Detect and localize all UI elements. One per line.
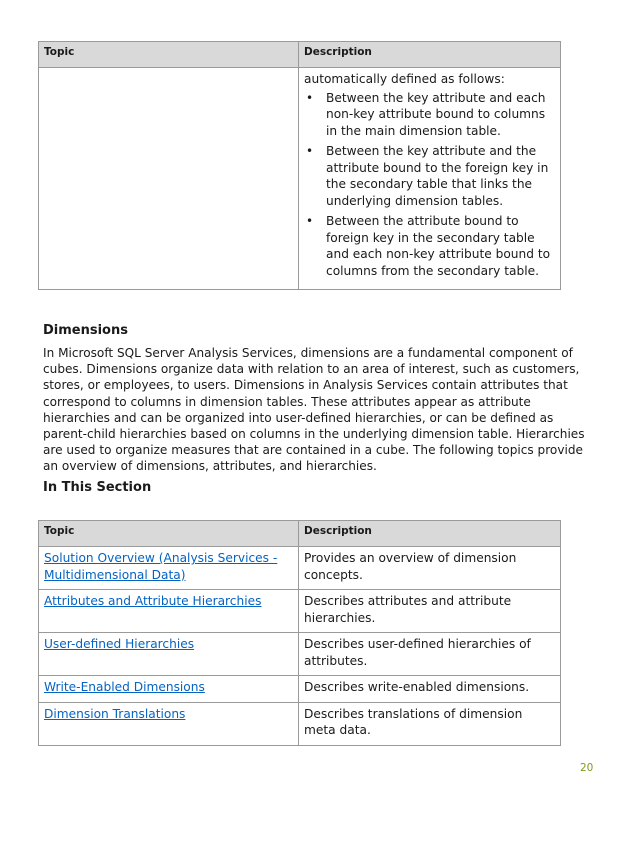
topic-cell	[39, 547, 299, 590]
topic-link-write-enabled-dimensions[interactable]: Write-Enabled Dimensions	[44, 680, 205, 694]
bullet-text: Between the key attribute and each non-key attribute bound to columns in the main dimension table.	[326, 90, 546, 138]
header-description: Description	[299, 42, 561, 68]
topic-link-solution-overview[interactable]: Solution Overview (Analysis Services - Multidimensional Data)	[44, 551, 278, 582]
table-row	[39, 590, 561, 633]
description-cell: Describes user-defined hierarchies of attributes.	[299, 633, 561, 676]
topic-link-attributes[interactable]: Attributes and Attribute Hierarchies	[44, 594, 262, 608]
topic-link-user-defined-hierarchies[interactable]: User-defined Hierarchies	[44, 637, 195, 651]
description-cell: Describes translations of dimension meta data.	[299, 702, 561, 745]
table-header-row	[39, 42, 561, 68]
topic-cell	[39, 702, 299, 745]
bullet-icon: •	[306, 144, 314, 158]
in-this-section-heading: In This Section	[43, 480, 152, 495]
table-row	[39, 68, 561, 290]
topics-table-continued	[38, 41, 561, 290]
list-item	[304, 213, 555, 279]
topic-link-dimension-translations[interactable]: Dimension Translations	[44, 706, 186, 721]
table-header-row	[39, 521, 561, 547]
bullet-text: Between the attribute bound to foreign key in the secondary table and each non-key attribute bound to columns from the secondary table.	[326, 214, 551, 278]
list-item	[304, 90, 555, 140]
bullet-text: Between the key attribute and the attribute bound to the foreign key in the secondary table that links the underlying dimension tables.	[326, 144, 549, 208]
dimensions-paragraph: In Microsoft SQL Server Analysis Services, dimensions are a fundamental component of cubes. Dimensions organize data with relation to an area of interest, such as customers, stores, or employees, to users. Dimensions in Analysis Services contain attributes that correspond to columns in dimension tables. These attributes appear as attribute hierarchies and can be organized into user-defined hierarchies, or can be defined as parent-child hierarchies based on columns in the underlying dimension table. Hierarchies are used to organize measures that are contained in a cube. The following topics provide an overview of dimensions, attributes, and hierarchies.	[43, 346, 585, 474]
bullet-icon: •	[306, 214, 314, 228]
dimensions-heading: Dimensions	[43, 323, 128, 338]
description-intro: automatically defined as follows:	[304, 72, 505, 86]
table-row	[39, 676, 561, 703]
bullet-list	[304, 90, 555, 280]
header-description: Description	[299, 521, 561, 547]
table-row	[39, 547, 561, 590]
bullet-icon: •	[306, 90, 314, 105]
topic-cell	[39, 676, 299, 703]
table-row	[39, 633, 561, 676]
page-number: 20	[580, 762, 594, 774]
description-cell: Describes write-enabled dimensions.	[299, 676, 561, 703]
topic-cell	[39, 633, 299, 676]
in-this-section-table	[38, 520, 561, 746]
topic-cell	[39, 590, 299, 633]
topic-cell	[39, 68, 299, 290]
header-topic: Topic	[39, 521, 299, 547]
description-cell: Describes attributes and attribute hierarchies.	[299, 590, 561, 633]
header-topic: Topic	[39, 42, 299, 68]
list-item	[304, 143, 555, 209]
description-cell	[299, 68, 561, 290]
table-row	[39, 702, 561, 745]
description-cell: Provides an overview of dimension concepts.	[299, 547, 561, 590]
